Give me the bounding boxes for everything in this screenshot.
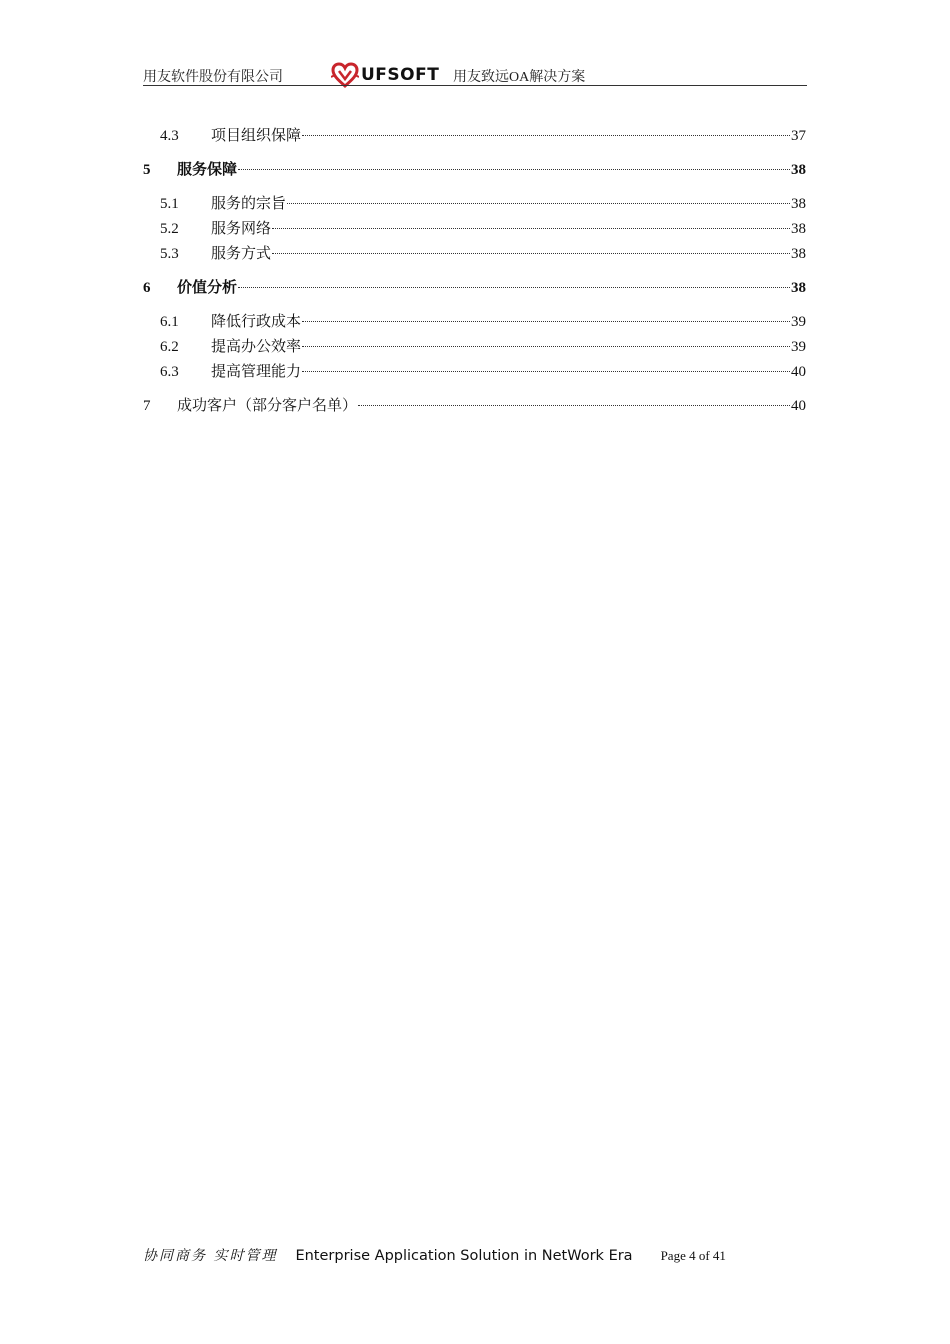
toc-number: 7 bbox=[143, 398, 151, 414]
toc-number: 6 bbox=[143, 280, 151, 296]
toc-page-number: 40 bbox=[791, 364, 806, 380]
footer-page-number: Page 4 of 41 bbox=[660, 1248, 726, 1263]
toc-title: 降低行政成本 bbox=[211, 314, 302, 330]
toc-page-number: 38 bbox=[791, 162, 806, 178]
toc-number: 5.3 bbox=[160, 246, 179, 262]
toc-dot-leader bbox=[238, 286, 790, 288]
toc-entry-7[interactable] bbox=[143, 394, 806, 419]
toc-title: 成功客户（部分客户名单） bbox=[177, 398, 358, 414]
toc-number: 5 bbox=[143, 162, 151, 178]
toc-title: 服务方式 bbox=[211, 246, 272, 262]
toc-number: 5.2 bbox=[160, 221, 179, 237]
toc-title: 提高管理能力 bbox=[211, 364, 302, 380]
header-divider bbox=[143, 85, 807, 86]
toc-dot-leader bbox=[272, 227, 790, 229]
toc-title: 服务的宗旨 bbox=[211, 196, 287, 212]
page-footer bbox=[143, 1245, 807, 1267]
table-of-contents bbox=[143, 124, 806, 419]
toc-entry-6-3[interactable] bbox=[143, 360, 806, 385]
toc-entry-5[interactable] bbox=[143, 158, 806, 183]
toc-page-number: 37 bbox=[791, 128, 806, 144]
toc-dot-leader bbox=[287, 202, 790, 204]
toc-page-number: 40 bbox=[791, 398, 806, 414]
toc-entry-5-1[interactable] bbox=[143, 192, 806, 217]
toc-entry-5-2[interactable] bbox=[143, 217, 806, 242]
page-header bbox=[143, 62, 807, 86]
footer-english-tagline: Enterprise Application Solution in NetWork Era bbox=[295, 1248, 633, 1264]
toc-dot-leader bbox=[272, 252, 790, 254]
footer-slogan: 协同商务 实时管理 bbox=[143, 1248, 278, 1264]
toc-page-number: 38 bbox=[791, 246, 806, 262]
toc-page-number: 39 bbox=[791, 339, 806, 355]
toc-page-number: 38 bbox=[791, 221, 806, 237]
toc-dot-leader bbox=[302, 320, 790, 322]
toc-title: 服务保障 bbox=[177, 162, 238, 178]
toc-title: 服务网络 bbox=[211, 221, 272, 237]
toc-number: 4.3 bbox=[160, 128, 179, 144]
document-title: 用友致远OA解决方案 bbox=[453, 70, 586, 85]
toc-number: 5.1 bbox=[160, 196, 179, 212]
toc-entry-4-3[interactable] bbox=[143, 124, 806, 149]
logo-text: UFSOFT bbox=[361, 65, 440, 85]
toc-entry-6[interactable] bbox=[143, 276, 806, 301]
toc-dot-leader bbox=[358, 404, 790, 406]
toc-title: 项目组织保障 bbox=[211, 128, 302, 144]
toc-entry-6-1[interactable] bbox=[143, 310, 806, 335]
toc-number: 6.1 bbox=[160, 314, 179, 330]
toc-number: 6.3 bbox=[160, 364, 179, 380]
toc-dot-leader bbox=[302, 134, 790, 136]
toc-entry-6-2[interactable] bbox=[143, 335, 806, 360]
toc-page-number: 39 bbox=[791, 314, 806, 330]
toc-dot-leader bbox=[238, 168, 790, 170]
toc-number: 6.2 bbox=[160, 339, 179, 355]
toc-dot-leader bbox=[302, 345, 790, 347]
toc-title: 价值分析 bbox=[177, 280, 238, 296]
toc-page-number: 38 bbox=[791, 196, 806, 212]
company-name: 用友软件股份有限公司 bbox=[143, 70, 283, 85]
toc-entry-5-3[interactable] bbox=[143, 242, 806, 267]
toc-dot-leader bbox=[302, 370, 790, 372]
toc-title: 提高办公效率 bbox=[211, 339, 302, 355]
toc-page-number: 38 bbox=[791, 280, 806, 296]
